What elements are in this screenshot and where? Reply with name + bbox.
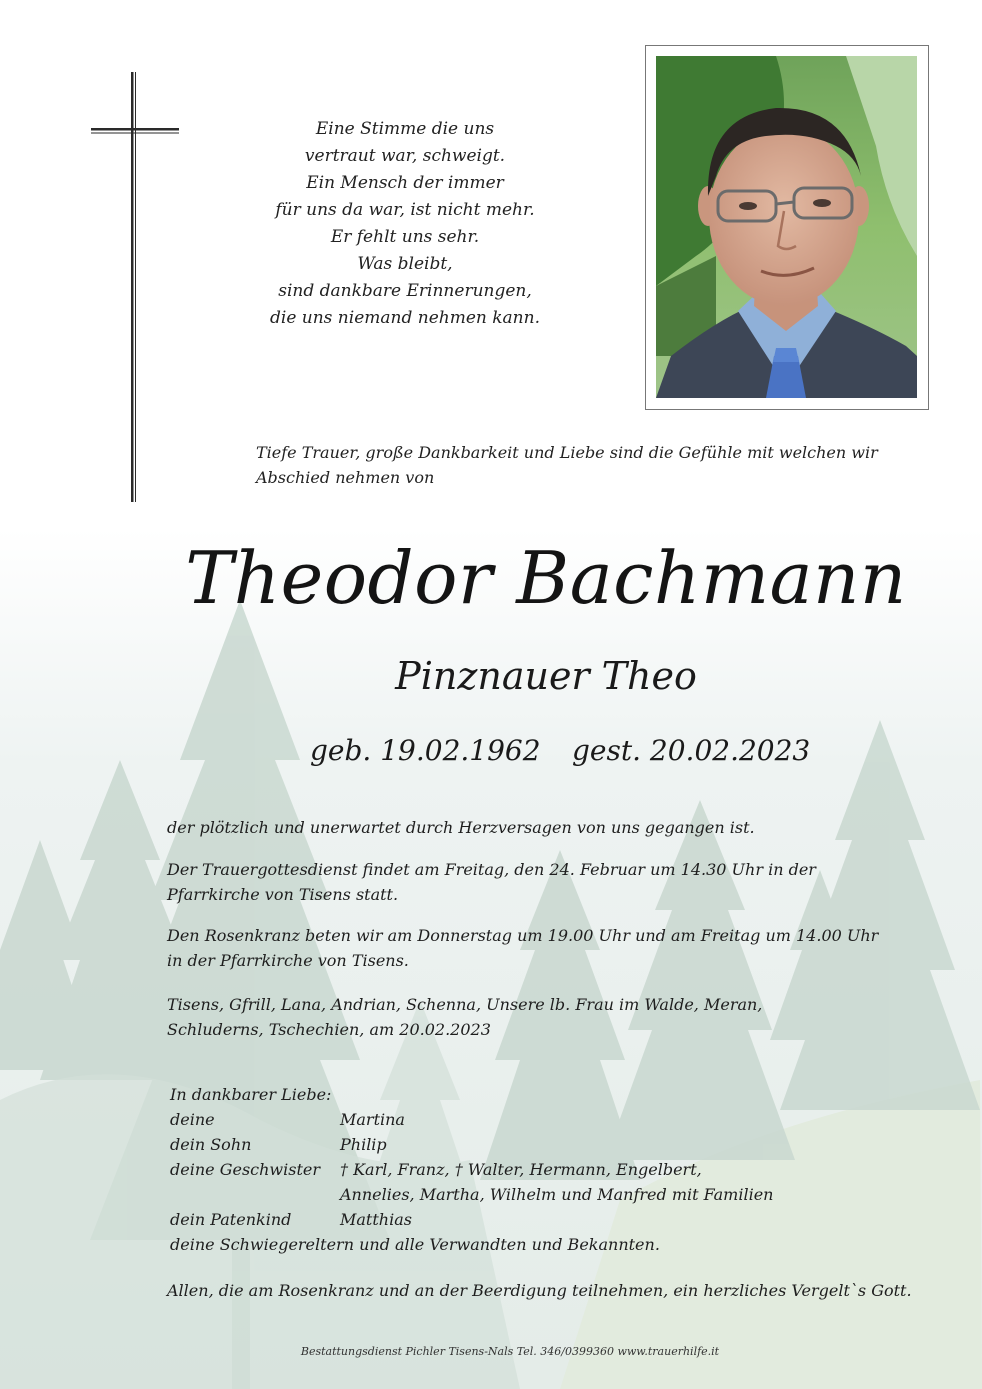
- paragraph-line: der plötzlich und unerwartet durch Herzversagen von uns gegangen ist.: [167, 818, 755, 837]
- mourners-list: [170, 1082, 930, 1257]
- portrait-frame: [645, 45, 929, 410]
- mourners-others: deine Schwiegereltern und alle Verwandten und Bekannten.: [170, 1235, 660, 1254]
- mourner-name: Annelies, Martha, Wilhelm und Manfred mit Familien: [340, 1185, 774, 1204]
- paragraph-line: Pfarrkirche von Tisens statt.: [167, 885, 399, 904]
- intro-text: [256, 440, 916, 490]
- mourner-name: Martina: [340, 1110, 405, 1129]
- mourners-heading: In dankbarer Liebe:: [170, 1085, 332, 1104]
- mourner-name: † Karl, Franz, † Walter, Hermann, Engelbert,: [340, 1160, 702, 1179]
- life-dates: [310, 730, 870, 772]
- mourner-names: [340, 1107, 405, 1132]
- mourner-relation: dein Patenkind: [170, 1210, 292, 1229]
- deceased-nickname: Pinznauer Theo: [395, 654, 697, 698]
- mourner-names: [340, 1157, 773, 1207]
- intro-line: Abschied nehmen von: [256, 468, 435, 487]
- cause-paragraph: [167, 815, 927, 840]
- paragraph-line: Der Trauergottesdienst findet am Freitag, den 24. Februar um 14.30 Uhr in der: [167, 860, 816, 879]
- paragraph-line: Tisens, Gfrill, Lana, Andrian, Schenna, Unsere lb. Frau im Walde, Meran,: [167, 995, 763, 1014]
- mourner-row: [170, 1207, 930, 1232]
- verse-line: vertraut war, schweigt.: [304, 146, 506, 166]
- memorial-verse: [230, 116, 580, 332]
- mourner-names: [340, 1132, 387, 1157]
- mourner-row: [170, 1132, 930, 1157]
- verse-line: Ein Mensch der immer: [306, 173, 504, 193]
- mourner-relation: dein Sohn: [170, 1135, 252, 1154]
- death-date: gest. 20.02.2023: [572, 734, 811, 767]
- mourner-row: [170, 1157, 930, 1207]
- rosary-paragraph: [167, 923, 927, 973]
- paragraph-line: Den Rosenkranz beten wir am Donnerstag um 19.00 Uhr und am Freitag um 14.00 Uhr: [167, 926, 879, 945]
- funeral-service-footer: Bestattungsdienst Pichler Tisens-Nals Tel. 346/0399360 www.trauerhilfe.it: [300, 1345, 720, 1358]
- paragraph-line: in der Pfarrkirche von Tisens.: [167, 951, 409, 970]
- verse-line: die uns niemand nehmen kann.: [270, 308, 540, 328]
- mourner-names: [340, 1207, 412, 1232]
- mourner-name: Philip: [340, 1135, 387, 1154]
- mourner-relation: deine: [170, 1110, 215, 1129]
- deceased-name: Theodor Bachmann: [185, 536, 907, 620]
- verse-line: Eine Stimme die uns: [315, 119, 495, 139]
- verse-line: für uns da war, ist nicht mehr.: [275, 200, 535, 220]
- mourner-relation: deine Geschwister: [170, 1160, 320, 1179]
- paragraph-line: Schluderns, Tschechien, am 20.02.2023: [167, 1020, 491, 1039]
- mourner-name: Matthias: [340, 1210, 412, 1229]
- mourner-row: [170, 1107, 930, 1132]
- places-paragraph: [167, 992, 927, 1042]
- verse-line: sind dankbare Erinnerungen,: [278, 281, 532, 301]
- verse-line: Er fehlt uns sehr.: [330, 227, 480, 247]
- verse-line: Was bleibt,: [357, 254, 453, 274]
- closing-thanks: Allen, die am Rosenkranz und an der Beerdigung teilnehmen, ein herzliches Vergelt`s Gott.: [167, 1281, 912, 1300]
- service-paragraph: [167, 857, 927, 907]
- portrait-photo: [656, 56, 917, 398]
- intro-line: Tiefe Trauer, große Dankbarkeit und Liebe sind die Gefühle mit welchen wir: [256, 443, 878, 462]
- birth-date: geb. 19.02.1962: [310, 734, 541, 767]
